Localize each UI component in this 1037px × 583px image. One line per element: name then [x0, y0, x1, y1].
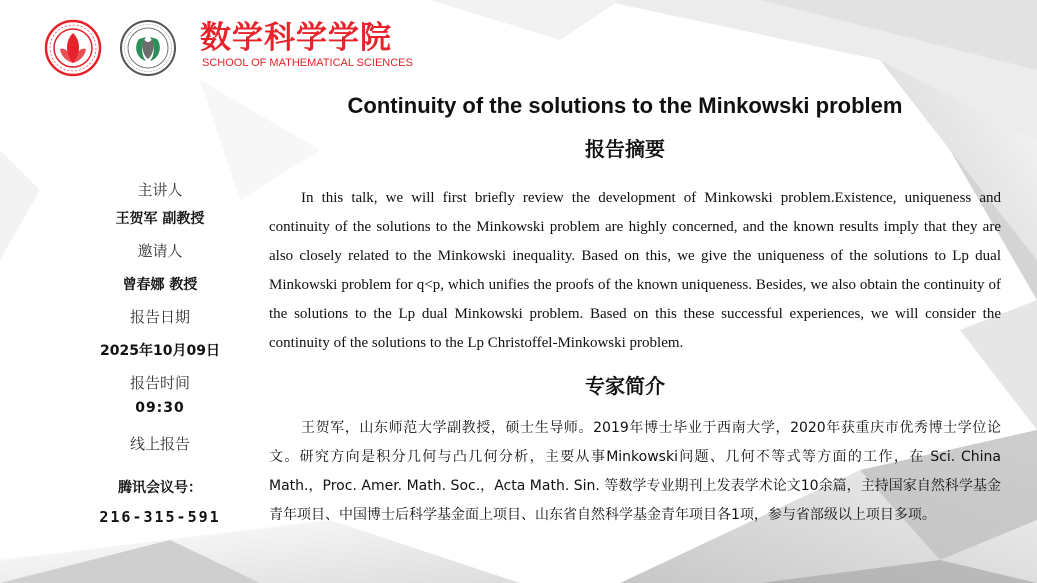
- talk-date: 2025年10月09日: [100, 343, 220, 359]
- abstract-heading: 报告摘要: [585, 137, 665, 161]
- date-label: 报告日期: [129, 308, 190, 326]
- school-name-english: SCHOOL OF MATHEMATICAL SCIENCES: [202, 57, 413, 69]
- school-seal-icon: [119, 19, 177, 77]
- inviter-name: 曾春娜 教授: [122, 277, 198, 293]
- inviter-label: 邀请人: [137, 242, 183, 260]
- speaker-label: 主讲人: [137, 181, 183, 199]
- talk-title: Continuity of the solutions to the Minkowski problem: [347, 93, 903, 118]
- meeting-id: 216-315-591: [99, 508, 221, 526]
- bio-text: 王贺军，山东师范大学副教授，硕士生导师。2019年博士毕业于西南大学，2020年获重庆市优秀博士学位论文。研究方向是积分几何与凸几何分析，主要从事Minkowski问题、几何不等式等方面的工作，在 Sci. China Math.，Proc. Amer. Math. Soc.，Acta Math. Sin. 等数学专业期刊上发表学术论文10余篇，主持国家自然科学基金青年项目、中国博士后科学基金面上项目、山东省自然科学基金青年项目各1项，参与省部级以上项目多项。: [269, 420, 1001, 523]
- meeting-label: 腾讯会议号：: [118, 480, 202, 496]
- talk-time: 09:30: [135, 400, 185, 416]
- university-seal-icon: [44, 19, 102, 77]
- school-name-chinese: 数学科学学院: [200, 20, 392, 56]
- speaker-name: 王贺军 副教授: [115, 211, 205, 227]
- abstract-text: In this talk, we will first briefly review the development of Minkowski problem.Existence, uniqueness and continuity of the solutions to the Minkowski problem are highly concerned, and the known results imply that they are also closely related to the Minkowski inequality. Based on this, we give the uniqueness of the solutions to Lp dual Minkowski problem for q<p, which unifies the proofs of the known uniqueness. Besides, we also obtain the continuity of the solutions to the Lp dual Minkowski problem. Based on this these successful experiences, we will consider the continuity of the solutions to the Lp Christoffel-Minkowski problem.: [269, 190, 1001, 351]
- bio-heading: 专家简介: [585, 374, 665, 398]
- time-label: 报告时间: [129, 374, 190, 392]
- talk-mode: 线上报告: [129, 435, 190, 453]
